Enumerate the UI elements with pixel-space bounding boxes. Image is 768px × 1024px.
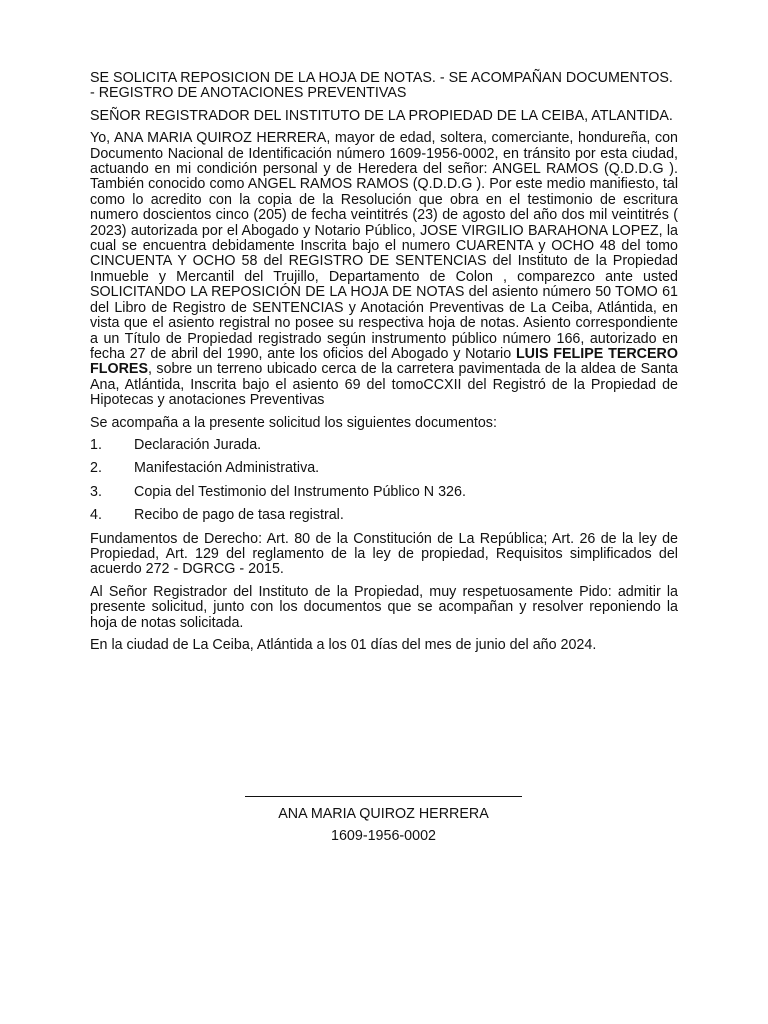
list-item-text: Manifestación Administrativa. xyxy=(134,460,320,477)
petition: Al Señor Registrador del Instituto de la Propiedad, muy respetuosamente Pido: admitir la presente solicitud, junto con los documentos que se acompañan y resolver reponiendo la hoja de notas solicitada. xyxy=(90,583,678,631)
closing-line: En la ciudad de La Ceiba, Atlántida a los 01 días del mes de junio del año 2024. xyxy=(90,637,597,653)
list-item-number: 3. xyxy=(90,483,102,500)
list-item xyxy=(90,438,678,453)
signature-block xyxy=(245,796,522,845)
body-text-part2: , sobre un terreno ubicado cerca de la carretera pavimentada de la aldea de Santa Ana, Atlántida, Inscrita bajo el asiento 69 del tomoCCXII del Registró de la Propiedad de Hipotecas y anotaciones Preventivas xyxy=(90,361,678,409)
body-text-part1: Yo, ANA MARIA QUIROZ HERRERA, mayor de edad, soltera, comerciante, hondureña, con Documento Nacional de Identificación número 1609-1956-0002, en tránsito por esta ciudad, actuando en mi condición personal y de Heredera del señor: ANGEL RAMOS (Q.D.D.G ). También conocido como ANGEL RAMOS RAMOS (Q.D.D.G ). Por este medio manifiesto, tal como lo acredito con la copia de la Resolución que obra en el testimonio de escritura numero doscientos cinco (205) de fecha veintitrés (23) de agosto del año dos mil veintitrés ( 2023) autorizada por el Abogado y Notario Público, JOSE VIRGILIO BARAHONA LOPEZ, la cual se encuentra debidamente Inscrita bajo el numero CUARENTA y OCHO 48 del tomo CINCUENTA Y OCHO 58 del REGISTRO DE SENTENCIAS del Instituto de la Propiedad Inmueble y Mercantil del Trujillo, Departamento de Colon , comparezco ante usted SOLICITANDO LA REPOSICIÓN DE LA HOJA DE NOTAS del asiento número 50 TOMO 61 del Libro de Registro de SENTENCIAS y Anotación Preventivas de La Ceiba, Atlántida, en vista que el asiento registral no posee su respectiva hoja de notas. Asiento correspondiente a un Título de Propiedad registrado según instrumento público número 166, autorizado en fecha 27 de abril del 1990, ante los oficios del Abogado y Notario xyxy=(90,130,678,362)
attachments-list xyxy=(90,438,678,524)
list-item-number: 1. xyxy=(90,436,102,453)
signature-line xyxy=(245,796,522,797)
list-item xyxy=(90,485,678,500)
list-item xyxy=(90,508,678,523)
notary-name: LUIS FELIPE TERCERO FLORES xyxy=(90,345,678,378)
legal-basis: Fundamentos de Derecho: Art. 80 de la Constitución de La República; Art. 26 de la ley de Propiedad, Art. 129 del reglamento de la ley de propiedad, Requisitos simplificados del acuerdo 272 - DGRCG - 2015. xyxy=(90,530,678,578)
list-item-text: Declaración Jurada. xyxy=(134,436,262,453)
list-item-number: 2. xyxy=(90,460,102,477)
body-paragraph xyxy=(90,131,678,408)
signer-name: ANA MARIA QUIROZ HERRERA xyxy=(278,806,489,822)
list-item-text: Copia del Testimonio del Instrumento Público N 326. xyxy=(134,483,466,500)
addressee: SEÑOR REGISTRADOR DEL INSTITUTO DE LA PROPIEDAD DE LA CEIBA, ATLANTIDA. xyxy=(90,107,673,124)
list-item-text: Recibo de pago de tasa registral. xyxy=(134,507,344,524)
document-heading: SE SOLICITA REPOSICION DE LA HOJA DE NOTAS. - SE ACOMPAÑAN DOCUMENTOS. - REGISTRO DE ANOTACIONES PREVENTIVAS xyxy=(90,70,673,102)
document-page xyxy=(90,71,678,660)
list-item-number: 4. xyxy=(90,507,102,524)
signer-id-number: 1609-1956-0002 xyxy=(331,828,436,845)
list-item xyxy=(90,461,678,476)
attachments-intro: Se acompaña a la presente solicitud los siguientes documentos: xyxy=(90,414,497,431)
